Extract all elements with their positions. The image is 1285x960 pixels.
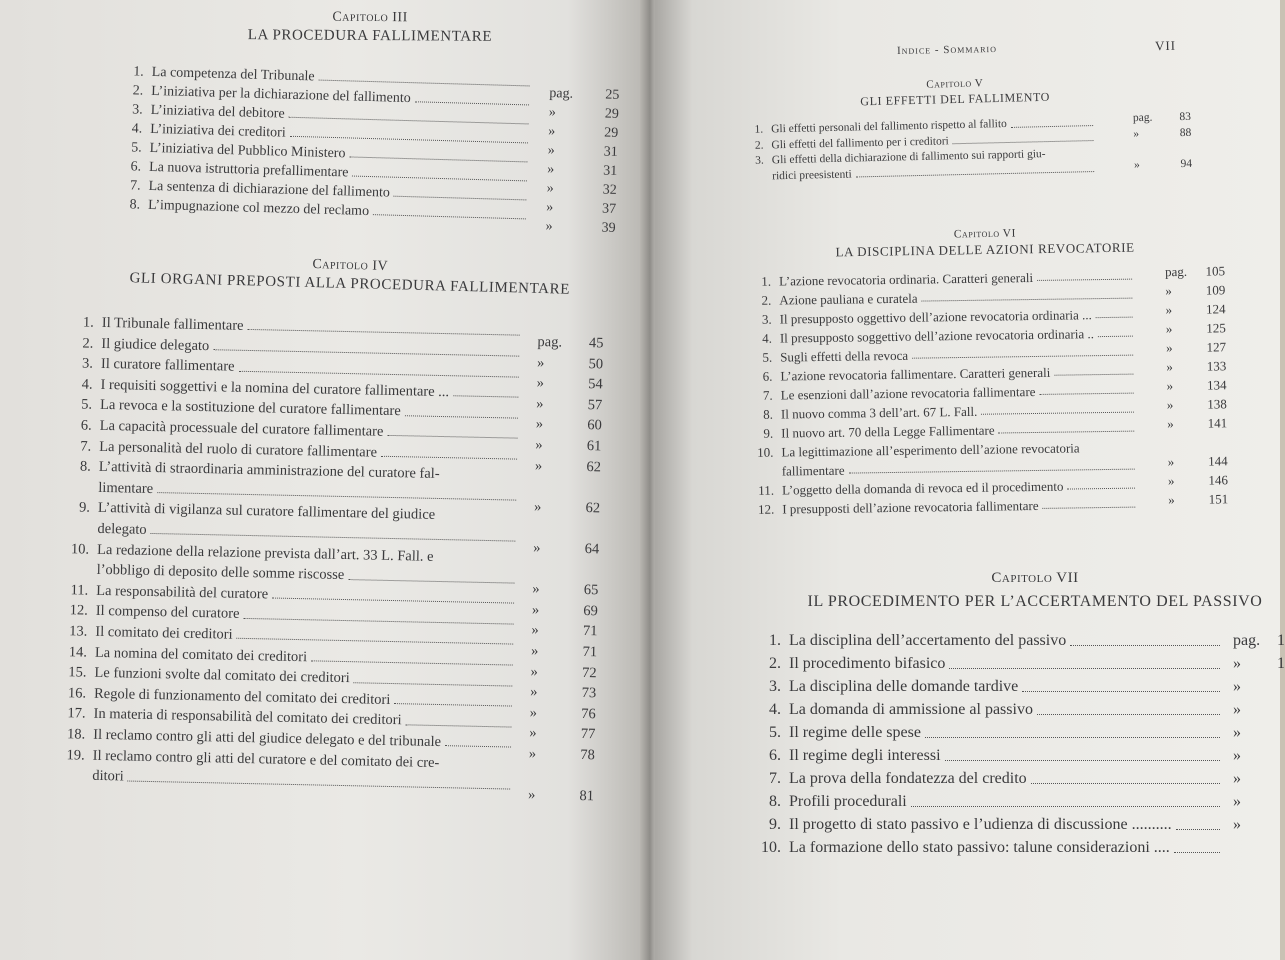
dot-leader: [381, 456, 517, 460]
chapter-label: Capitolo V: [926, 77, 984, 91]
dot-leader: [1054, 374, 1133, 376]
entry-number: 3.: [132, 102, 143, 118]
entry-title: L’azione revocatoria fallimentare. Caratteri generali: [780, 364, 1051, 384]
entry-title: La prova della fondatezza del credito: [789, 770, 1027, 787]
entry-number: 7.: [769, 770, 781, 787]
page-ref: 83: [1179, 110, 1192, 124]
ditto-mark: »: [1133, 158, 1140, 171]
ditto-mark: »: [1233, 793, 1241, 810]
entry-number: 1.: [82, 314, 94, 331]
entry-title: Il regime degli interessi: [789, 747, 941, 764]
dot-leader: [1096, 317, 1133, 319]
entry-title: La personalità del ruolo di curatore fallimentare: [99, 438, 378, 461]
chapter-title: GLI EFFETTI DEL FALLIMENTO: [860, 89, 1051, 109]
dot-leader: [244, 618, 514, 625]
entry-number: 3.: [81, 355, 94, 372]
page-ref: 141: [1207, 415, 1228, 431]
entry-title: L’oggetto della domanda di revoca ed il procedimento: [781, 478, 1064, 498]
chapter-title: IL PROCEDIMENTO PER L’ACCERTAMENTO DEL PASSIVO: [807, 593, 1263, 610]
entry-number: 3.: [761, 311, 772, 327]
dot-leader: [1031, 783, 1220, 784]
ditto-mark: »: [1233, 701, 1241, 718]
entry-title: Il presupposto soggettivo dell’azione revocatoria ordinaria ..: [779, 326, 1095, 346]
entry-title: L’attività di vigilanza sul curatore fallimentare del giudice: [97, 500, 436, 524]
chapter-title: LA PROCEDURA FALLIMENTARE: [247, 27, 493, 45]
page-ref: 62: [585, 499, 601, 517]
dot-leader: [1067, 488, 1135, 490]
toc-entry: [755, 747, 1280, 770]
entry-title: Il compenso del curatore: [95, 603, 240, 623]
page-ref: 134: [1206, 377, 1227, 393]
page-ref: 138: [1207, 396, 1227, 412]
dot-leader: [239, 370, 519, 377]
entry-title: Il nuovo art. 70 della Legge Fallimentare: [781, 422, 995, 441]
entry-number: 11.: [70, 582, 89, 599]
ditto-mark: »: [536, 354, 545, 371]
entry-title: La formazione dello stato passivo: talune considerazioni ....: [789, 839, 1170, 856]
ditto-mark: »: [528, 745, 537, 763]
ditto-mark: »: [532, 581, 540, 598]
dot-leader: [127, 780, 510, 789]
page-ref: 72: [581, 664, 597, 681]
entry-title: L’iniziativa dei creditori: [149, 121, 286, 141]
entry-title: Il giudice delegato: [101, 335, 210, 354]
dot-leader: [849, 469, 1135, 474]
ditto-mark: »: [527, 787, 536, 804]
toc-entry: [755, 655, 1285, 678]
entry-title: Gli effetti del fallimento per i creditori: [771, 134, 949, 151]
page-ref: 78: [580, 746, 596, 764]
dot-leader: [453, 395, 518, 397]
dot-leader: [952, 140, 1093, 144]
toc-entry: [755, 770, 1280, 793]
entry-number: 2.: [761, 292, 772, 308]
ditto-mark: »: [1167, 416, 1174, 432]
dot-leader: [394, 703, 512, 706]
entry-number: 2.: [82, 335, 94, 352]
entry-title: L’iniziativa per la dichiarazione del fallimento: [151, 83, 411, 107]
entry-title: Gli effetti della dichiarazione di fallimento sui rapporti giu-: [771, 148, 1046, 167]
page-ref: 29: [604, 106, 619, 122]
ditto-mark: »: [547, 142, 555, 159]
page-ref: 144: [1208, 453, 1228, 469]
entry-title: Il reclamo contro gli atti del giudice delegato e del tribunale: [93, 726, 442, 751]
entry-title: L’iniziativa del debitore: [150, 102, 285, 122]
page-ref: 151: [1208, 491, 1229, 507]
ditto-mark: »: [535, 416, 544, 433]
ditto-mark: »: [1167, 473, 1175, 489]
entry-number: 5.: [769, 724, 781, 741]
page-ref: 61: [586, 438, 602, 455]
entry-title: La sentenza di dichiarazione del fallimento: [148, 178, 391, 201]
toc-entry: [755, 724, 1280, 747]
ditto-mark: »: [545, 218, 553, 235]
page-ref: 54: [587, 376, 603, 393]
entry-number: 13.: [69, 623, 88, 640]
entry-number: 9.: [78, 499, 91, 517]
dot-leader: [349, 579, 515, 583]
dot-leader: [248, 329, 520, 336]
page-ref: 32: [602, 182, 617, 198]
dot-leader: [236, 638, 513, 645]
ditto-mark: »: [1167, 454, 1175, 470]
page-ref: 81: [579, 788, 595, 805]
entry-title: L’iniziativa del Pubblico Ministero: [149, 140, 346, 162]
entry-number: 10.: [757, 444, 774, 460]
entry-title-continued: ditori: [92, 767, 124, 785]
entry-number: 3.: [769, 678, 781, 695]
page-ref: 76: [581, 705, 596, 723]
ditto-mark: »: [1165, 283, 1172, 299]
entry-number: 4.: [131, 121, 143, 137]
dot-leader: [925, 737, 1220, 738]
entry-title: I presupposti dell’azione revocatoria fallimentare: [782, 497, 1039, 517]
page-ref: 50: [588, 355, 604, 372]
ditto-mark: »: [1165, 302, 1173, 318]
entry-number: 6.: [769, 747, 781, 764]
entry-title: Sugli effetti della revoca: [780, 347, 909, 365]
entry-title: Gli effetti personali del fallimento rispetto al fallito: [770, 118, 1008, 136]
dot-leader: [912, 355, 1133, 359]
chapter-4-heading: [100, 251, 601, 299]
entry-title: La nuova istruttoria prefallimentare: [148, 159, 349, 181]
entry-title-continued: delegato: [97, 520, 147, 538]
entry-number: 6.: [130, 159, 142, 175]
entry-title: Il progetto di stato passivo e l’udienza di discussione ..........: [789, 816, 1172, 833]
chapter-title: LA DISCIPLINA DELLE AZIONI REVOCATORIE: [835, 239, 1135, 260]
ditto-mark: »: [530, 684, 538, 701]
dot-leader: [388, 435, 518, 439]
entry-number: 9.: [763, 425, 774, 441]
chapter-label: Capitolo VII: [991, 570, 1079, 586]
toc-chapter-5: [743, 110, 1214, 194]
ditto-mark: »: [1166, 378, 1174, 394]
entry-title: L’attività di straordinaria amministrazione del curatore fal-: [98, 459, 440, 483]
entry-number: 3.: [755, 154, 764, 167]
ditto-mark: »: [1233, 747, 1241, 764]
chapter-7-heading: [795, 570, 1275, 611]
toc-entry: [755, 839, 1280, 862]
ditto-mark: »: [1233, 655, 1241, 672]
entry-number: 1.: [754, 123, 764, 136]
dot-leader: [1176, 829, 1220, 830]
toc-entry: [755, 632, 1285, 655]
ditto-mark: »: [1165, 321, 1173, 337]
entry-number: 6.: [762, 368, 773, 384]
ditto-mark: »: [1166, 397, 1174, 413]
toc-chapter-4: [49, 314, 620, 836]
ditto-mark: »: [1166, 359, 1173, 375]
chapter-5-heading: [805, 74, 1106, 110]
entry-title: Il procedimento bifasico: [789, 655, 946, 672]
dot-leader: [373, 215, 526, 220]
ditto-mark: »: [529, 725, 537, 742]
running-header: Indice - Sommario: [896, 42, 998, 58]
entry-title: I requisiti soggettivi e la nomina del curatore fallimentare ...: [100, 376, 450, 400]
entry-title: La revoca e la sostituzione del curatore fallimentare: [99, 397, 401, 420]
entry-number: 4.: [769, 701, 781, 718]
page-ref: 29: [604, 125, 619, 141]
entry-title: Le esenzioni dall’azione revocatoria fallimentare: [780, 383, 1036, 403]
ditto-mark: »: [534, 457, 543, 474]
chapter-3-heading: [200, 9, 540, 46]
toc-chapter-3: [115, 64, 620, 248]
entry-number: 5.: [81, 396, 93, 414]
entry-number: 4.: [762, 330, 773, 346]
entry-title: Le funzioni svolte dal comitato dei creditori: [94, 664, 350, 687]
ditto-mark: »: [545, 199, 554, 216]
entry-title: L’azione revocatoria ordinaria. Caratteri generali: [778, 270, 1034, 289]
entry-number: 4.: [81, 376, 93, 393]
page-ref: 1: [1277, 655, 1285, 672]
pag-label: pag.: [1164, 263, 1188, 280]
ditto-mark: »: [1233, 678, 1241, 695]
ditto-mark: »: [536, 395, 544, 412]
page-ref: 64: [584, 541, 600, 558]
dot-leader: [949, 668, 1220, 669]
page-ref: 37: [601, 201, 617, 217]
page-ref: 77: [580, 726, 596, 743]
page-ref: 39: [601, 220, 616, 236]
ditto-mark: »: [1233, 724, 1241, 741]
entry-number: 14.: [68, 643, 88, 661]
entry-number: 2.: [132, 83, 144, 99]
pag-label: pag.: [1233, 632, 1261, 649]
entry-title: La responsabilità del curatore: [96, 582, 269, 603]
dot-leader: [1037, 279, 1132, 281]
entry-title: Profili procedurali: [789, 793, 907, 810]
entry-number: 15.: [68, 664, 87, 681]
page-ref: 60: [587, 417, 602, 434]
dot-leader: [349, 157, 527, 163]
entry-title: Il presupposto oggettivo dell’azione revocatoria ordinaria ...: [779, 307, 1092, 327]
page-ref: 71: [582, 623, 598, 640]
page-ref: 57: [587, 396, 603, 414]
entry-number: 11.: [758, 482, 775, 498]
entry-title: Il Tribunale fallimentare: [101, 314, 244, 334]
entry-number: 7.: [80, 438, 92, 455]
dot-leader: [945, 760, 1220, 761]
page-ref: 88: [1179, 126, 1192, 139]
page-ref: 146: [1208, 472, 1229, 488]
toc-entry: [755, 678, 1280, 701]
ditto-mark: »: [546, 180, 554, 197]
entry-title: Azione pauliana e curatela: [779, 290, 918, 308]
toc-chapter-7: [755, 632, 1285, 862]
ditto-mark: »: [531, 601, 540, 618]
entry-number: 1.: [133, 64, 144, 80]
ditto-mark: »: [1165, 340, 1173, 356]
dot-leader: [1011, 125, 1093, 128]
dot-leader: [921, 298, 1132, 302]
entry-title: Il regime delle spese: [789, 724, 921, 741]
ditto-mark: »: [547, 161, 555, 178]
dot-leader: [319, 80, 530, 87]
dot-leader: [415, 102, 529, 106]
ditto-mark: »: [1133, 127, 1140, 140]
dot-leader: [405, 724, 511, 727]
page-ref: 73: [581, 685, 597, 702]
entry-number: 2.: [754, 139, 764, 152]
dot-leader: [352, 176, 527, 182]
entry-number: 16.: [67, 685, 87, 702]
dot-leader: [1040, 393, 1134, 395]
page-ref: 105: [1205, 263, 1226, 279]
entry-title: La domanda di ammissione al passivo: [789, 701, 1033, 718]
dot-leader: [290, 136, 528, 144]
entry-number: 7.: [762, 387, 773, 403]
entry-title: In materia di responsabilità del comitato dei creditori: [93, 706, 402, 729]
entry-number: 12.: [757, 501, 775, 517]
dot-leader: [157, 492, 516, 501]
entry-title: La redazione della relazione prevista dall’art. 33 L. Fall. e: [96, 541, 434, 565]
dot-leader: [213, 349, 519, 356]
dot-leader: [353, 682, 512, 686]
toc-entry: [755, 793, 1280, 816]
page-ref: 65: [583, 582, 599, 599]
page-ref: 25: [605, 87, 620, 103]
dot-leader: [981, 412, 1134, 415]
dot-leader: [1042, 507, 1135, 509]
dot-leader: [1070, 645, 1220, 646]
chapter-6-heading: [795, 225, 1175, 261]
dot-leader: [405, 415, 518, 418]
entry-title-continued: l’obbligo di deposito delle somme riscosse: [96, 562, 345, 584]
page-ref: 69: [583, 602, 599, 620]
dot-leader: [1037, 714, 1220, 715]
entry-title: La legittimazione all’esperimento dell’azione revocatoria: [781, 440, 1080, 460]
ditto-mark: »: [535, 436, 543, 454]
chapter-label: Capitolo III: [332, 9, 408, 26]
entry-title: Regole di funzionamento del comitato dei creditori: [93, 685, 391, 708]
entry-number: 8.: [129, 197, 141, 213]
chapter-title: GLI ORGANI PREPOSTI ALLA PROCEDURA FALLIMENTARE: [129, 270, 571, 298]
ditto-mark: »: [533, 539, 541, 557]
page-ref: 31: [603, 144, 618, 160]
ditto-mark: »: [548, 104, 557, 121]
entry-number: 6.: [80, 417, 92, 434]
page-ref: 124: [1205, 301, 1226, 317]
dot-leader: [445, 745, 511, 747]
entry-number: 8.: [763, 406, 774, 422]
chapter-label: Capitolo IV: [312, 257, 389, 274]
entry-number: 5.: [762, 349, 773, 365]
entry-number: 8.: [769, 793, 781, 810]
dot-leader: [272, 598, 514, 604]
entry-number: 19.: [66, 746, 85, 764]
ditto-mark: »: [1233, 770, 1241, 787]
entry-title: La nomina del comitato dei creditori: [94, 644, 308, 665]
ditto-mark: »: [533, 498, 542, 515]
ditto-mark: »: [529, 704, 538, 721]
toc-chapter-6: [747, 263, 1250, 524]
dot-leader: [1174, 852, 1220, 853]
entry-number: 8.: [79, 458, 91, 475]
entry-title: La disciplina delle domande tardive: [789, 678, 1019, 695]
toc-entry: [755, 816, 1280, 839]
page-ref: 71: [582, 644, 598, 661]
entry-title-continued: fallimentare: [781, 462, 845, 479]
entry-title: Il comitato dei creditori: [95, 623, 233, 643]
chapter-label: Capitolo VI: [953, 227, 1016, 241]
dot-leader: [311, 660, 513, 665]
entry-number: 10.: [70, 540, 90, 558]
entry-number: 7.: [129, 178, 141, 194]
entry-title: L’impugnazione col mezzo del reclamo: [147, 197, 370, 220]
right-page: [655, 0, 1285, 960]
entry-number: 17.: [67, 705, 86, 723]
page-ref: 109: [1205, 282, 1226, 298]
pag-label: pag.: [549, 86, 574, 102]
page-ref: 94: [1180, 157, 1193, 170]
dot-leader: [289, 117, 529, 125]
entry-title-continued: ridici preesistenti: [772, 168, 852, 182]
dot-leader: [998, 431, 1134, 434]
entry-number: 5.: [130, 140, 142, 156]
entry-number: 12.: [69, 602, 88, 620]
page-ref: 31: [602, 163, 618, 179]
dot-leader: [1098, 336, 1133, 337]
entry-title: Il reclamo contro gli atti del curatore e del comitato dei cre-: [92, 747, 440, 771]
dot-leader: [911, 806, 1220, 807]
entry-title: La capacità processuale del curatore fallimentare: [99, 417, 384, 440]
pag-label: pag.: [1132, 111, 1153, 125]
toc-entry: [755, 701, 1280, 724]
page-ref: 1: [1277, 632, 1285, 649]
dot-leader: [150, 533, 515, 542]
ditto-mark: »: [548, 123, 556, 140]
page-number: VII: [1154, 37, 1177, 54]
entry-title: Il curatore fallimentare: [100, 356, 235, 375]
ditto-mark: »: [530, 663, 539, 680]
ditto-mark: »: [536, 375, 545, 392]
dot-leader: [393, 196, 526, 201]
page-ref: 133: [1206, 358, 1227, 374]
page-ref: 127: [1206, 339, 1227, 355]
entry-number: 18.: [66, 726, 86, 743]
pag-label: pag.: [537, 334, 563, 351]
entry-title: La disciplina dell’accertamento del passivo: [789, 632, 1067, 649]
ditto-mark: »: [1233, 816, 1241, 833]
entry-number: 1.: [769, 632, 781, 649]
entry-number: 1.: [761, 273, 772, 289]
entry-title: Il nuovo comma 3 dell’art. 67 L. Fall.: [780, 403, 978, 422]
entry-title-continued: limentare: [98, 479, 154, 497]
entry-number: 2.: [769, 655, 781, 672]
page-ref: 125: [1206, 320, 1226, 336]
dot-leader: [1022, 691, 1220, 692]
ditto-mark: »: [530, 642, 539, 660]
ditto-mark: »: [1168, 492, 1175, 508]
page-ref: 62: [586, 458, 602, 475]
entry-number: 10.: [761, 839, 781, 856]
ditto-mark: »: [531, 622, 539, 639]
entry-title: La competenza del Tribunale: [151, 64, 315, 85]
dot-leader: [856, 171, 1094, 177]
entry-number: 9.: [769, 816, 781, 833]
page-ref: 45: [588, 335, 604, 352]
